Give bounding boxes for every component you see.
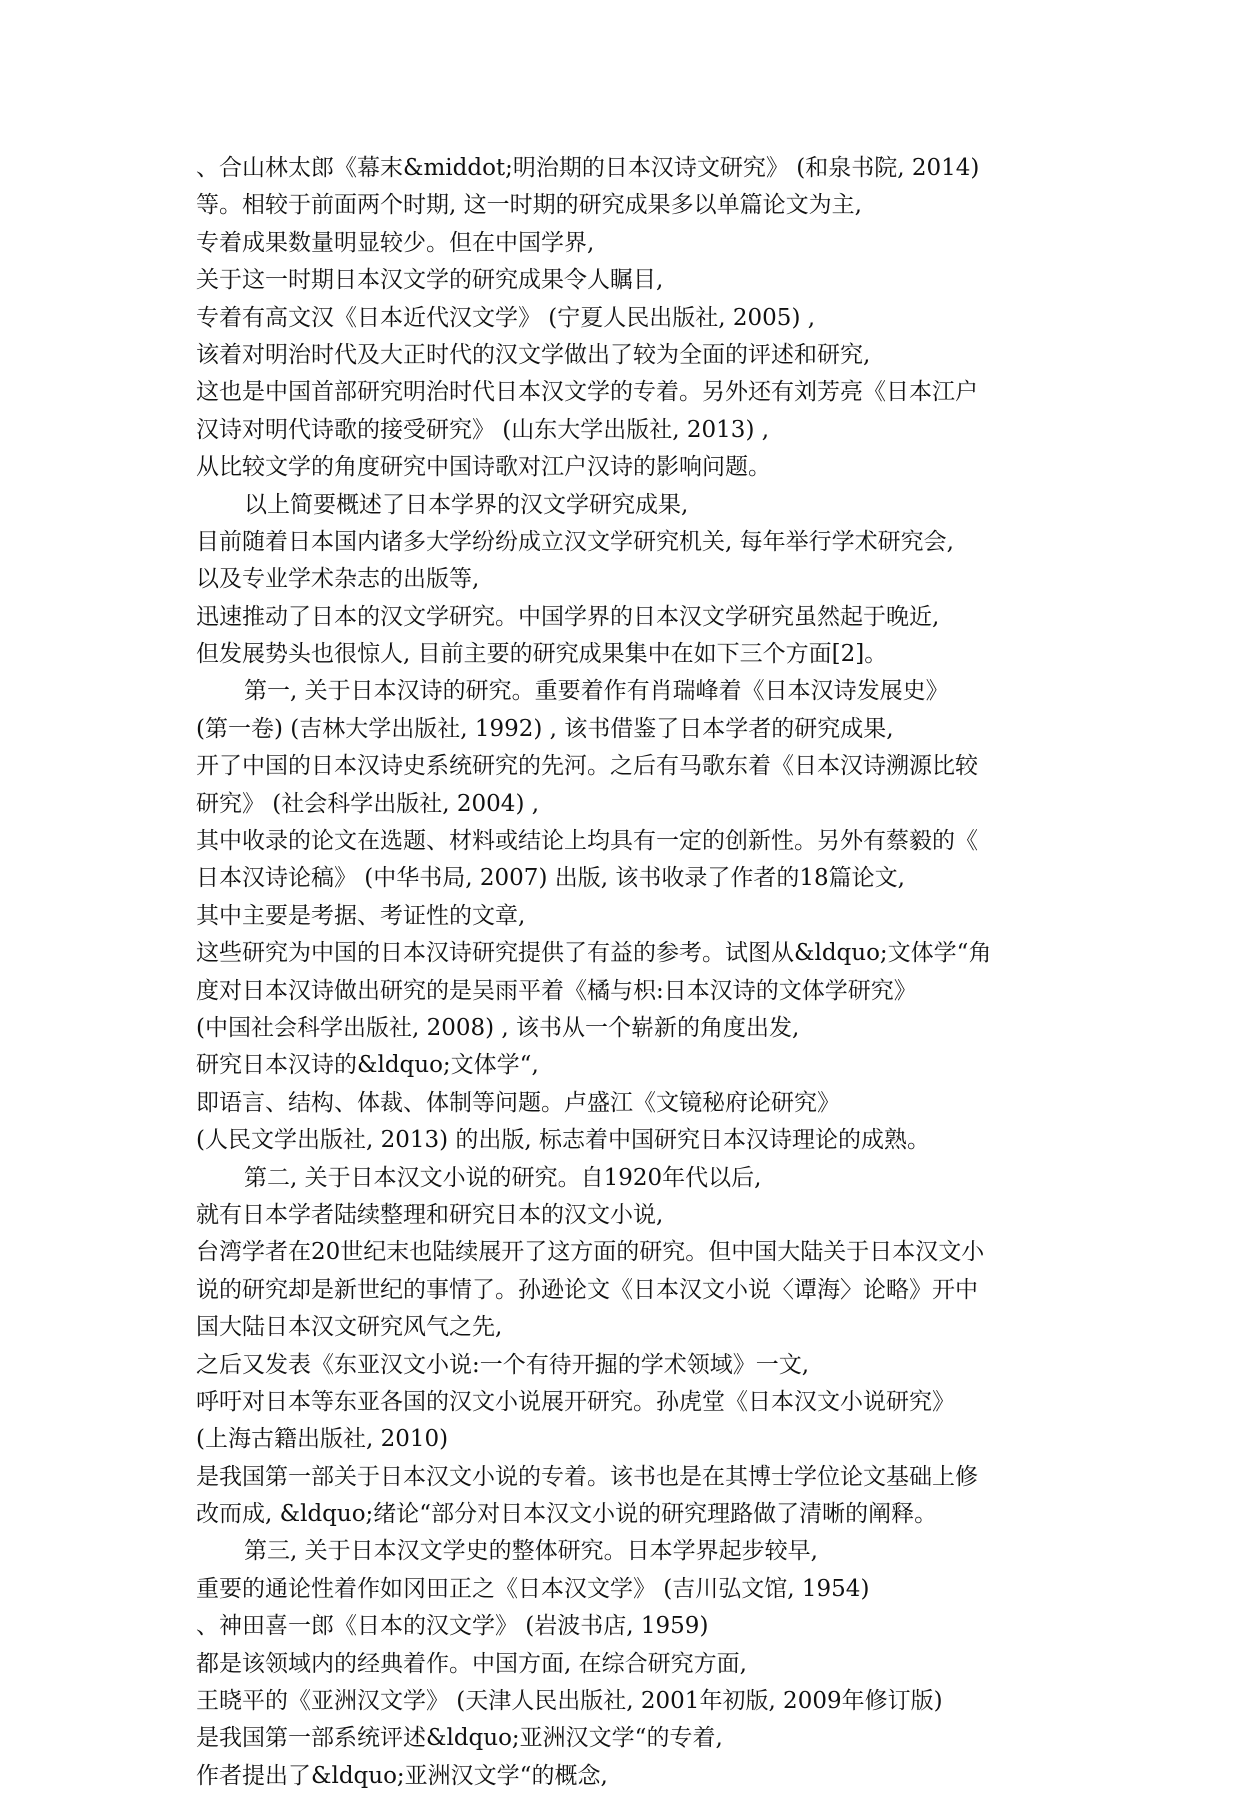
text-line: 等。相较于前面两个时期, 这一时期的研究成果多以单篇论文为主, — [196, 192, 862, 219]
text-line: 国大陆日本汉文研究风气之先, — [196, 1314, 503, 1341]
text-line: (上海古籍出版社, 2010) — [196, 1426, 449, 1453]
text-line: 都是该领域内的经典着作。中国方面, 在综合研究方面, — [196, 1650, 747, 1677]
paragraph-start-line: 第二, 关于日本汉文小说的研究。自1920年代以后, — [244, 1164, 762, 1191]
text-line: 关于这一时期日本汉文学的研究成果令人瞩目, — [196, 267, 664, 294]
text-line: 该着对明治时代及大正时代的汉文学做出了较为全面的评述和研究, — [196, 341, 871, 368]
text-line: 以及专业学术杂志的出版等, — [196, 566, 480, 593]
text-line: 是我国第一部系统评述&ldquo;亚洲汉文学“的专着, — [196, 1725, 723, 1752]
text-line: 就有日本学者陆续整理和研究日本的汉文小说, — [196, 1201, 664, 1228]
text-line: 作者提出了&ldquo;亚洲汉文学“的概念, — [196, 1762, 608, 1789]
text-line: 从比较文学的角度研究中国诗歌对江户汉诗的影响问题。 — [196, 454, 771, 481]
text-line: 王晓平的《亚洲汉文学》 (天津人民出版社, 2001年初版, 2009年修订版) — [196, 1688, 943, 1715]
paragraph-start-line: 第三, 关于日本汉文学史的整体研究。日本学界起步较早, — [244, 1538, 818, 1565]
paragraph-start-line: 第一, 关于日本汉诗的研究。重要着作有肖瑞峰着《日本汉诗发展史》 — [244, 678, 949, 705]
text-line: 重要的通论性着作如冈田正之《日本汉文学》 (吉川弘文馆, 1954) — [196, 1575, 870, 1602]
text-line: 汉诗对明代诗歌的接受研究》 (山东大学出版社, 2013) , — [196, 416, 770, 443]
text-line: 、神田喜一郎《日本的汉文学》 (岩波书店, 1959) — [196, 1613, 709, 1640]
text-line: 这也是中国首部研究明治时代日本汉文学的专着。另外还有刘芳亮《日本江户 — [196, 379, 978, 406]
text-line: 、合山林太郎《幕末&middot;明治期的日本汉诗文研究》 (和泉书院, 2014) — [196, 155, 980, 181]
text-line: 开了中国的日本汉诗史系统研究的先河。之后有马歌东着《日本汉诗溯源比较 — [196, 753, 978, 780]
text-line: 目前随着日本国内诸多大学纷纷成立汉文学研究机关, 每年举行学术研究会, — [196, 528, 954, 555]
text-line: 度对日本汉诗做出研究的是吴雨平着《橘与枳:日本汉诗的文体学研究》 — [196, 977, 917, 1004]
text-line: (中国社会科学出版社, 2008) , 该书从一个崭新的角度出发, — [196, 1014, 800, 1041]
text-line: 但发展势头也很惊人, 目前主要的研究成果集中在如下三个方面[2]。 — [196, 641, 888, 668]
text-line: (第一卷) (吉林大学出版社, 1992) , 该书借鉴了日本学者的研究成果, — [196, 715, 894, 742]
text-line: 台湾学者在20世纪末也陆续展开了这方面的研究。但中国大陆关于日本汉文小 — [196, 1239, 985, 1266]
text-line: 改而成, &ldquo;绪论“部分对日本汉文小说的研究理路做了清晰的阐释。 — [196, 1501, 938, 1528]
text-line: 研究》 (社会科学出版社, 2004) , — [196, 790, 540, 817]
text-line: 这些研究为中国的日本汉诗研究提供了有益的参考。试图从&ldquo;文体学“角 — [196, 940, 992, 967]
text-line: 即语言、结构、体裁、体制等问题。卢盛江《文镜秘府论研究》 — [196, 1089, 840, 1116]
text-line: 迅速推动了日本的汉文学研究。中国学界的日本汉文学研究虽然起于晚近, — [196, 603, 940, 630]
body-text — [196, 150, 1076, 1795]
text-line: 其中主要是考据、考证性的文章, — [196, 902, 526, 929]
text-line: 研究日本汉诗的&ldquo;文体学“, — [196, 1052, 539, 1079]
text-line: (人民文学出版社, 2013) 的出版, 标志着中国研究日本汉诗理论的成熟。 — [196, 1127, 931, 1154]
text-line: 日本汉诗论稿》 (中华书局, 2007) 出版, 该书收录了作者的18篇论文, — [196, 865, 905, 892]
text-line: 是我国第一部关于日本汉文小说的专着。该书也是在其博士学位论文基础上修 — [196, 1463, 978, 1490]
paragraph-start-line: 以上简要概述了日本学界的汉文学研究成果, — [244, 491, 689, 518]
text-line: 呼吁对日本等东亚各国的汉文小说展开研究。孙虎堂《日本汉文小说研究》 — [196, 1388, 955, 1415]
text-line: 说的研究却是新世纪的事情了。孙逊论文《日本汉文小说〈谭海〉论略》开中 — [196, 1276, 978, 1303]
text-line: 之后又发表《东亚汉文小说:一个有待开掘的学术领域》一文, — [196, 1351, 810, 1378]
text-line: 专着成果数量明显较少。但在中国学界, — [196, 229, 595, 256]
text-line: 专着有高文汉《日本近代汉文学》 (宁夏人民出版社, 2005) , — [196, 304, 816, 331]
text-line: 其中收录的论文在选题、材料或结论上均具有一定的创新性。另外有蔡毅的《 — [196, 828, 978, 855]
